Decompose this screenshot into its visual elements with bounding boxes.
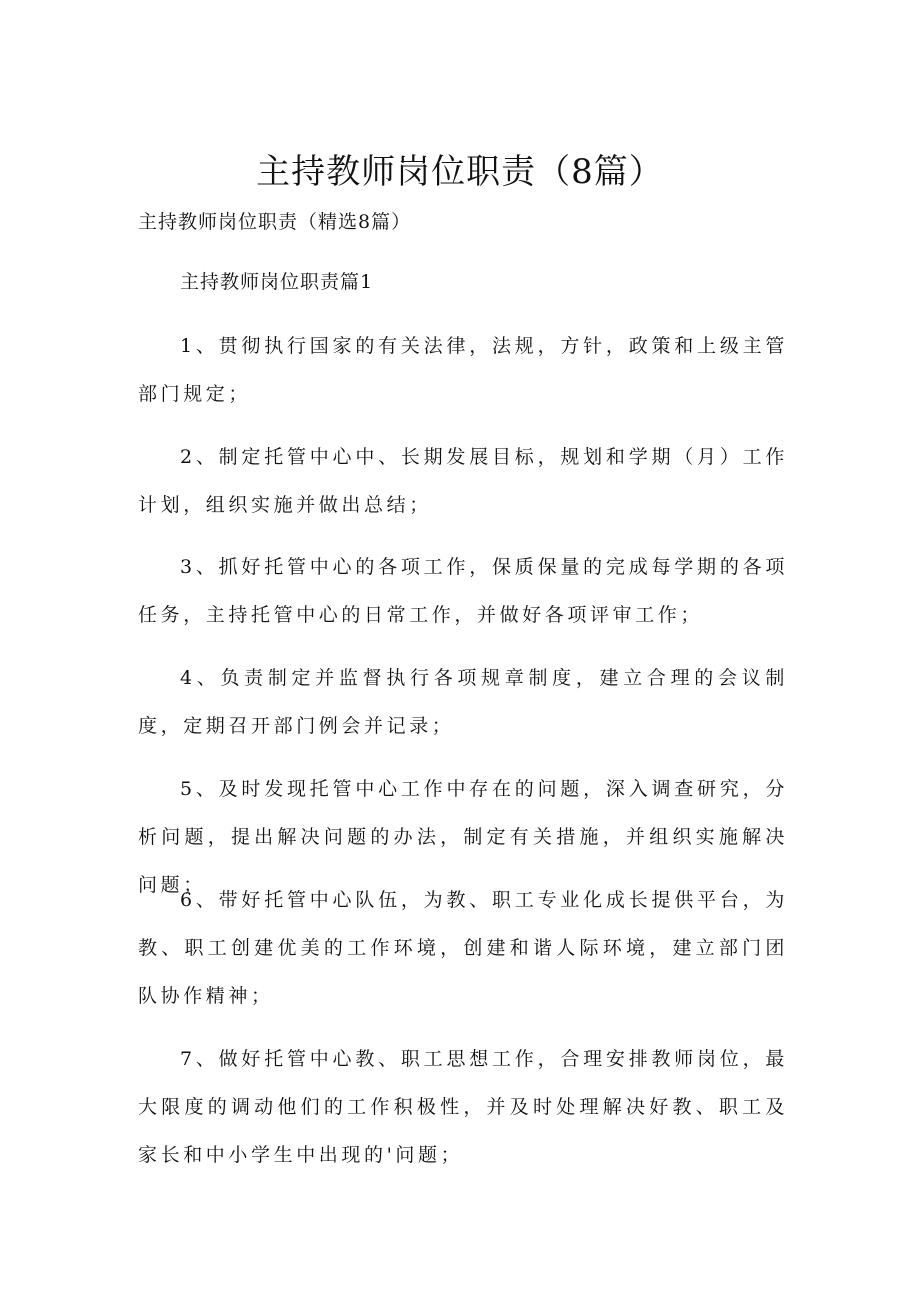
duty-paragraph-6: 6、带好托管中心队伍，为教、职工专业化成长提供平台，为教、职工创建优美的工作环境，创建和谐人际环境，建立部门团队协作精神； xyxy=(138,889,788,1007)
duty-paragraph-4: 4、负责制定并监督执行各项规章制度，建立合理的会议制度，定期召开部门例会并记录； xyxy=(138,667,788,737)
duty-paragraph-7: 7、做好托管中心教、职工思想工作，合理安排教师岗位，最大限度的调动他们的工作积极性，并及时处理解决好教、职工及家长和中小学生中出现的'问题； xyxy=(138,1048,788,1166)
duty-paragraph-1: 1、贯彻执行国家的有关法律，法规，方针，政策和上级主管部门规定； xyxy=(138,335,788,405)
document-subtitle: 主持教师岗位职责（精选8篇） xyxy=(138,211,412,233)
duty-paragraph-3: 3、抓好托管中心的各项工作，保质保量的完成每学期的各项任务，主持托管中心的日常工作，并做好各项评审工作； xyxy=(138,556,788,626)
duty-paragraph-2: 2、制定托管中心中、长期发展目标，规划和学期（月）工作计划，组织实施并做出总结； xyxy=(138,446,788,516)
document-title: 主持教师岗位职责（8篇） xyxy=(256,152,664,192)
duty-paragraph-5: 5、及时发现托管中心工作中存在的问题，深入调查研究，分析问题，提出解决问题的办法，制定有关措施，并组织实施解决问题； xyxy=(138,778,788,896)
section-heading: 主持教师岗位职责篇1 xyxy=(180,271,374,293)
